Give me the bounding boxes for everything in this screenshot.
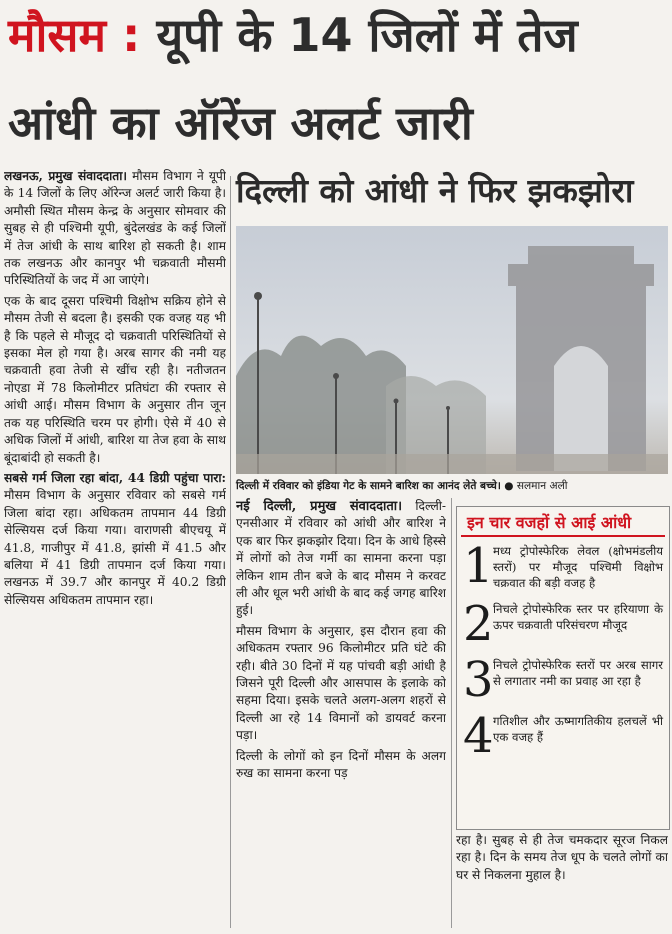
reason-item <box>457 537 669 595</box>
lead-story-column <box>4 168 226 932</box>
delhi-paragraph-3: दिल्ली के लोगों को इन दिनों मौसम के अलग रुख का सामना करना पड़ <box>236 748 446 781</box>
india-gate-photo <box>236 226 668 474</box>
photo-caption-line <box>236 478 668 494</box>
delhi-byline: नई दिल्ली, प्रमुख संवाददाता। <box>236 499 403 514</box>
lead-text-1: मौसम विभाग ने यूपी के 14 जिलों के लिए ऑरेन्ज अलर्ट जारी किया है। अमौसी स्थित मौसम केन्द्र के अनुसार सोमवार की सुबह से ही पश्चिमी यूपी, बुंदेलखंड के कई जिलों में तेज आंधी के साथ बारिश हो सकती है। शाम तक लखनऊ और कानपुर भी चक्रवाती मौसमी परिस्थितियों के जद में आ जाएंगे। <box>4 169 226 288</box>
delhi-text-1: दिल्ली-एनसीआर में रविवार को आंधी और बारिश ने एक बार फिर झकझोर दिया। दिन के आधे हिस्से में लोगों को तेज गर्मी का सामना करना पड़ा लेकिन शाम तीन बजे के बाद मौसम ने करवट ली और धूल भरी आंधी के बाद कई जगह बारिश हुई। <box>236 499 446 618</box>
headline-line-1 <box>8 8 664 62</box>
reason-text: निचले ट्रोपोस्फेरिक स्तर पर हरियाणा के ऊपर चक्रवाती परिसंचरण मौजूद <box>493 602 663 632</box>
delhi-headline: दिल्ली को आंधी ने फिर झकझोरा <box>236 171 634 210</box>
column-divider-2 <box>451 498 452 928</box>
reason-number: 3 <box>463 652 494 708</box>
lead-paragraph-2: एक के बाद दूसरा पश्चिमी विक्षोभ सक्रिय होने से मौसम तेजी से बदला है। इसकी एक वजह यह भी है कि पहले से मौजूद दो चक्रवाती परिस्थितियों से इसका मेल हो गया है। अरब सागर की नमी यह चक्रवाती हवा तेजी से खींच रही है। नतीजतन नोएडा में 78 किलोमीटर प्रतिघंटा की रफ्तार से आंधी आई। मौसम विभाग के अनुसार तीन जून तक यह परिस्थिति चरम पर होगी। ऐसे में 40 से अधिक जिलों में आंधी, बारिश या तेज हवा के साथ बूंदाबांदी हो सकती है। <box>4 293 226 465</box>
reason-number: 2 <box>463 596 494 652</box>
photo-caption: दिल्ली में रविवार को इंडिया गेट के सामने बारिश का आनंद लेते बच्चे। <box>236 480 501 492</box>
reason-item <box>457 651 669 707</box>
lead-paragraph-3 <box>4 470 226 609</box>
headline-line1-text: यूपी के 14 जिलों में तेज <box>156 8 578 62</box>
reason-item <box>457 707 669 763</box>
photo-illustration <box>236 226 668 474</box>
lead-text-3: मौसम विभाग के अनुसार रविवार को सबसे गर्म जिला बांदा रहा। अधिकतम तापमान 44 डिग्री सेल्सियस दर्ज किया गया। वाराणसी बीएचयू में 41.8, गाजीपुर में 41.8, झांसी में 41.5 और बलिया में 41 डिग्री तापमान दर्ज किया गया। लखनऊ में 39.7 और कानपुर में 40.2 डिग्री सेल्सियस अधिकतम तापमान रहा। <box>4 488 226 607</box>
reason-item <box>457 595 669 651</box>
delhi-story-column <box>236 498 446 934</box>
headline-prefix: मौसम : <box>8 8 141 62</box>
reason-text: निचले ट्रोपोस्फेरिक स्तरों पर अरब सागर से लगातार नमी का प्रवाह आ रहा है <box>493 658 663 688</box>
lead-subhead: सबसे गर्म जिला रहा बांदा, 44 डिग्री पहुंचा पारा: <box>4 470 226 485</box>
lead-paragraph-1 <box>4 168 226 290</box>
reason-text: मध्य ट्रोपोस्फेरिक लेवल (क्षोभमंडलीय स्तरों) पर मौजूद पश्चिमी विक्षोभ चक्रवात की बड़ी वजह है <box>493 544 663 590</box>
headline-line-2: आंधी का ऑरेंज अलर्ट जारी <box>8 96 473 150</box>
reason-number: 4 <box>463 708 494 764</box>
column-divider <box>230 176 231 928</box>
delhi-paragraph-3-cont: रहा है। सुबह से ही तेज चमकदार सूरज निकल रहा है। दिन के समय तेज धूप के चलते लोगों का घर से निकलना मुहाल है। <box>456 833 668 882</box>
reasons-title: इन चार वजहों से आई आंधी <box>461 507 665 537</box>
reason-number: 1 <box>463 538 494 594</box>
delhi-paragraph-1 <box>236 498 446 620</box>
delhi-story-continuation <box>456 832 668 932</box>
lead-dateline: लखनऊ, प्रमुख संवाददाता। <box>4 169 128 183</box>
reasons-box <box>456 506 670 830</box>
reason-text: गतिशील और ऊष्मागतिकीय हलचलें भी एक वजह हैं <box>493 714 663 744</box>
photo-credit: ● सलमान अली <box>504 480 568 492</box>
delhi-paragraph-2: मौसम विभाग के अनुसार, इस दौरान हवा की अधिकतम रफ्तार 96 किलोमीटर प्रति घंटे की रही। बीते 30 दिनों में यह पांचवी बड़ी आंधी है जिसने पूरी दिल्ली और आसपास के इलाके को सहमा दिया। इसके चलते अलग-अलग शहरों से दिल्ली आ रहे 14 विमानों को डायवर्ट करना पड़ा। <box>236 623 446 743</box>
